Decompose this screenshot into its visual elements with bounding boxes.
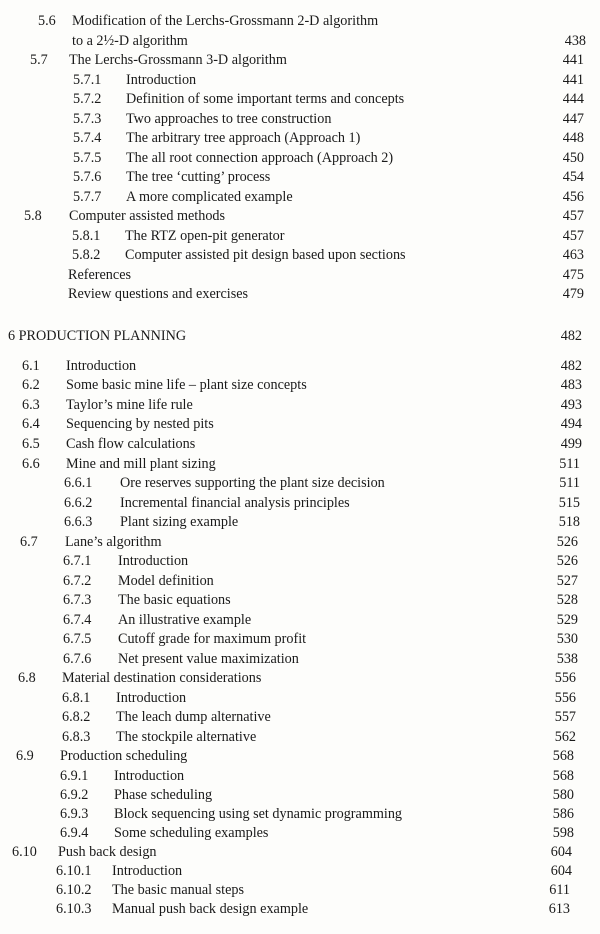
toc-title: Introduction [114, 768, 185, 784]
toc-title: Review questions and exercises [68, 286, 249, 302]
toc-number: 6.10.1 [56, 863, 92, 879]
toc-number: 5.7.2 [73, 91, 102, 107]
toc-number: 6.10 [12, 844, 37, 860]
toc-number: 6.7.4 [63, 612, 92, 628]
toc-page: 475 [562, 267, 584, 283]
toc-number: 5.7.7 [73, 189, 102, 205]
toc-title: Some basic mine life – plant size concepts [66, 377, 307, 393]
toc-page: 526 [556, 553, 578, 569]
toc-number: 5.7.6 [73, 169, 102, 185]
toc-page: 562 [554, 729, 576, 745]
toc-title: Block sequencing using set dynamic programming [114, 806, 403, 822]
toc-page: 444 [562, 91, 584, 107]
toc-title: Taylor’s mine life rule [66, 397, 193, 413]
toc-title: The tree ‘cutting’ process [126, 169, 271, 185]
toc-number: 5.7 [30, 52, 48, 68]
toc-page: 499 [560, 436, 582, 452]
toc-page: 493 [560, 397, 582, 413]
toc-title: Ore reserves supporting the plant size decision [120, 475, 385, 491]
toc-number: 6.7.6 [63, 651, 92, 667]
toc-title: Model definition [118, 573, 214, 589]
toc-title: Plant sizing example [120, 514, 239, 530]
toc-page: 604 [550, 844, 572, 860]
toc-page: 528 [556, 592, 578, 608]
toc-title: Incremental financial analysis principles [120, 495, 350, 511]
toc-number: 6.7.5 [63, 631, 92, 647]
toc-number: 6.5 [22, 436, 40, 452]
toc-page: 556 [554, 670, 576, 686]
toc-page: 438 [564, 33, 586, 49]
toc-title: Computer assisted pit design based upon sections [125, 247, 406, 263]
toc-page: 568 [552, 748, 574, 764]
toc-title: Computer assisted methods [69, 208, 226, 224]
toc-title: A more complicated example [126, 189, 293, 205]
toc-number: 6.9.2 [60, 787, 89, 803]
toc-page: 518 [558, 514, 580, 530]
toc-number: 6.9.1 [60, 768, 89, 784]
toc-page: 515 [558, 495, 580, 511]
toc-number: 6.6.2 [64, 495, 93, 511]
toc-title: The arbitrary tree approach (Approach 1) [126, 130, 361, 146]
toc-number: 5.7.1 [73, 72, 102, 88]
toc-title: The all root connection approach (Approach 2) [126, 150, 394, 166]
toc-number: 5.8 [24, 208, 42, 224]
toc-page: 538 [556, 651, 578, 667]
toc-number: 6.7 [20, 534, 38, 550]
toc-page: 448 [562, 130, 584, 146]
toc-title: Phase scheduling [114, 787, 213, 803]
toc-number: 5.6 [38, 13, 56, 29]
toc-title: Net present value maximization [118, 651, 299, 667]
toc-page: 613 [548, 901, 570, 917]
toc-title: Some scheduling examples [114, 825, 269, 841]
toc-number: 6.8 [18, 670, 36, 686]
toc-title: Definition of some important terms and concepts [126, 91, 405, 107]
toc-title: The basic manual steps [112, 882, 244, 898]
toc-title: The stockpile alternative [116, 729, 257, 745]
toc-page: 447 [562, 111, 584, 127]
toc-page: 463 [562, 247, 584, 263]
toc-number: 6.8.2 [62, 709, 91, 725]
toc-page: 611 [549, 882, 570, 898]
toc-number: 5.7.3 [73, 111, 102, 127]
toc-number: 6.9.4 [60, 825, 89, 841]
toc-page: 441 [562, 72, 584, 88]
toc-number: 6.10.3 [56, 901, 92, 917]
toc-title: to a 2½-D algorithm [72, 33, 188, 49]
toc-title: Introduction [66, 358, 137, 374]
toc-page: 529 [556, 612, 578, 628]
toc-page: 511 [559, 456, 580, 472]
toc-title: Introduction [126, 72, 197, 88]
toc-page: 604 [550, 863, 572, 879]
toc-number: 6.4 [22, 416, 40, 432]
toc-number: 5.7.4 [73, 130, 102, 146]
toc-number: 5.8.2 [72, 247, 101, 263]
toc-page: 557 [554, 709, 576, 725]
toc-title: Cutoff grade for maximum profit [118, 631, 307, 647]
toc-number: 6.3 [22, 397, 40, 413]
toc-title: Modification of the Lerchs-Grossmann 2-D algorithm [72, 13, 379, 29]
toc-number: 6.9.3 [60, 806, 89, 822]
toc-title: Introduction [112, 863, 183, 879]
toc-title: Introduction [118, 553, 189, 569]
toc-page: 530 [556, 631, 578, 647]
toc-page: 482 [560, 328, 582, 344]
toc-number: 6.9 [16, 748, 34, 764]
toc-title: Mine and mill plant sizing [66, 456, 216, 472]
toc-page: 556 [554, 690, 576, 706]
toc-number: 6.10.2 [56, 882, 92, 898]
toc-title: The basic equations [118, 592, 231, 608]
toc-title: Cash flow calculations [66, 436, 196, 452]
toc-page: 580 [552, 787, 574, 803]
toc-title: The leach dump alternative [116, 709, 271, 725]
toc-number: 6.1 [22, 358, 40, 374]
toc-title: Push back design [58, 844, 157, 860]
toc-page: 457 [562, 208, 584, 224]
toc-title: 6 PRODUCTION PLANNING [8, 328, 187, 344]
toc-title: The RTZ open-pit generator [125, 228, 285, 244]
toc-number: 6.6 [22, 456, 40, 472]
toc-page: 483 [560, 377, 582, 393]
toc-page: 526 [556, 534, 578, 550]
toc-title: Manual push back design example [112, 901, 309, 917]
toc-title: An illustrative example [118, 612, 252, 628]
toc-number: 6.8.1 [62, 690, 91, 706]
toc-page: 586 [552, 806, 574, 822]
toc-page: 568 [552, 768, 574, 784]
toc-page: 454 [562, 169, 584, 185]
toc-number: 6.7.2 [63, 573, 92, 589]
toc-page: 511 [559, 475, 580, 491]
toc-title: Two approaches to tree construction [126, 111, 332, 127]
toc-number: 5.8.1 [72, 228, 101, 244]
toc-number: 6.6.1 [64, 475, 93, 491]
toc-title: References [68, 267, 132, 283]
toc-number: 6.8.3 [62, 729, 91, 745]
toc-title: Sequencing by nested pits [66, 416, 214, 432]
toc-page: 494 [560, 416, 582, 432]
toc-title: Lane’s algorithm [65, 534, 162, 550]
toc-title: Material destination considerations [62, 670, 262, 686]
toc-number: 6.7.1 [63, 553, 92, 569]
toc-page: 450 [562, 150, 584, 166]
toc-number: 6.2 [22, 377, 40, 393]
toc-number: 5.7.5 [73, 150, 102, 166]
toc-title: Production scheduling [60, 748, 188, 764]
toc-page: 482 [560, 358, 582, 374]
toc-title: Introduction [116, 690, 187, 706]
toc-title: The Lerchs-Grossmann 3-D algorithm [69, 52, 287, 68]
toc-number: 6.6.3 [64, 514, 93, 530]
toc-page: 527 [556, 573, 578, 589]
toc-page: 479 [562, 286, 584, 302]
toc-page: 598 [552, 825, 574, 841]
toc-page: 441 [562, 52, 584, 68]
toc-page: 456 [562, 189, 584, 205]
toc-page: 457 [562, 228, 584, 244]
toc-number: 6.7.3 [63, 592, 92, 608]
